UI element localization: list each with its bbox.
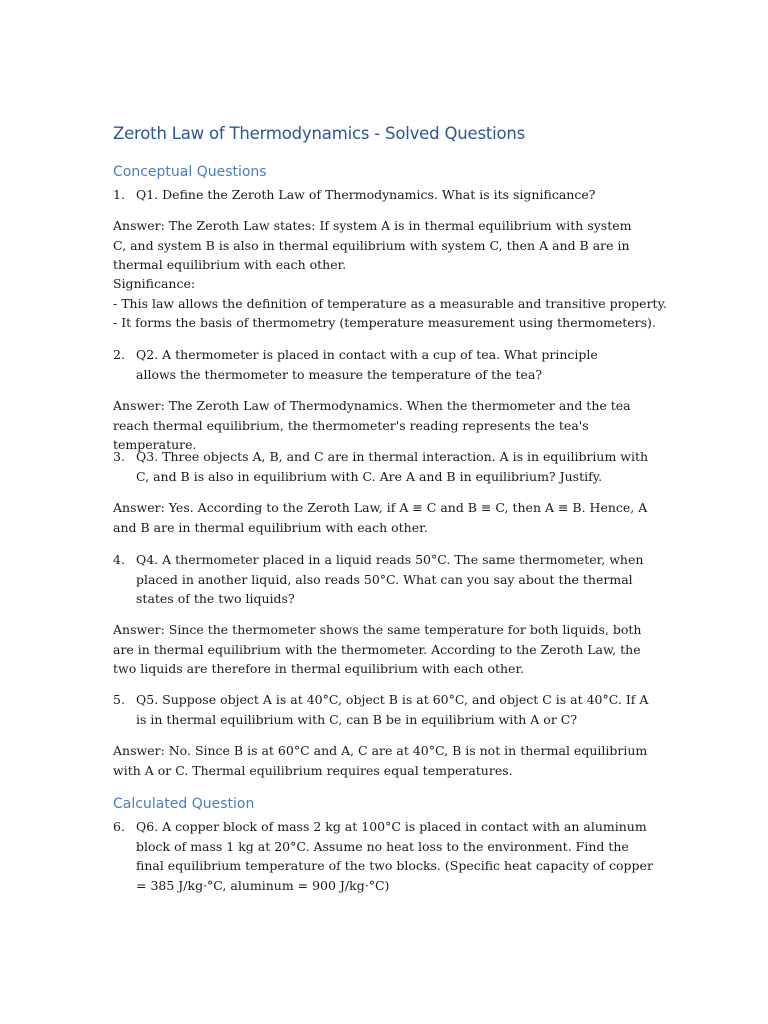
question-text: Q3. Three objects A, B, and C are in thermal interaction. A is in equilibrium with C, and B is also in equilibrium with C. Are A and B in equilibrium? Justify. — [136, 449, 649, 484]
significance-point: - This law allows the definition of temperature as a measurable and transitive property. — [113, 295, 667, 311]
question-text: Q2. A thermometer is placed in contact with a cup of tea. What principle allows the thermometer to measure the temperature of the tea? — [136, 347, 598, 382]
question-text: Q6. A copper block of mass 2 kg at 100°C is placed in contact with an aluminum block of mass 1 kg at 20°C. Assume no heat loss to the environment. Find the final equilibrium temperature of the two blocks. (Specific heat capacity of copper = 385 J/kg·°C, aluminum = 900 J/kg·°C) — [136, 819, 653, 893]
answer-3: Answer: Yes. According to the Zeroth Law, if A ≡ C and B ≡ C, then A ≡ B. Hence, A and B are in thermal equilibrium with each other. — [113, 500, 648, 535]
answer-5: Answer: No. Since B is at 60°C and A, C are at 40°C, B is not in thermal equilibrium with A or C. Thermal equilibrium requires equal temperatures. — [113, 743, 648, 778]
answer-2: Answer: The Zeroth Law of Thermodynamics. When the thermometer and the tea reach thermal equilibrium, the thermometer's reading represents the tea's temperature. — [113, 398, 631, 452]
question-text: Q4. A thermometer placed in a liquid reads 50°C. The same thermometer, when placed in another liquid, also reads 50°C. What can you say about the thermal states of the two liquids? — [136, 552, 644, 606]
question-number: 6. — [113, 819, 125, 834]
answer-1: Answer: The Zeroth Law states: If system A is in thermal equilibrium with system C, and system B is also in thermal equilibrium with system C, then A and B are in thermal equilibrium with each other. — [113, 218, 632, 272]
significance-label: Significance: — [113, 276, 196, 291]
question-text: Q1. Define the Zeroth Law of Thermodynamics. What is its significance? — [136, 187, 596, 202]
significance-block — [113, 274, 667, 333]
significance-point: - It forms the basis of thermometry (temperature measurement using thermometers). — [113, 315, 656, 330]
section-heading-calculated: Calculated Question — [113, 796, 255, 812]
question-text: Q5. Suppose object A is at 40°C, object B is at 60°C, and object C is at 40°C. If A is in thermal equilibrium with C, can B be in equilibrium with A or C? — [136, 692, 649, 727]
question-6 — [113, 817, 658, 895]
section-heading-conceptual: Conceptual Questions — [113, 164, 267, 180]
question-5 — [113, 690, 658, 729]
question-number: 4. — [113, 552, 125, 567]
question-4 — [113, 550, 658, 609]
question-number: 5. — [113, 692, 125, 707]
question-2 — [113, 345, 633, 384]
question-number: 1. — [113, 187, 125, 202]
question-3 — [113, 447, 658, 486]
question-number: 2. — [113, 347, 125, 362]
document-title: Zeroth Law of Thermodynamics - Solved Questions — [113, 124, 526, 143]
question-number: 3. — [113, 449, 125, 464]
question-1 — [113, 185, 658, 205]
answer-4: Answer: Since the thermometer shows the same temperature for both liquids, both are in thermal equilibrium with the thermometer. According to the Zeroth Law, the two liquids are therefore in thermal equilibrium with each other. — [113, 622, 642, 676]
